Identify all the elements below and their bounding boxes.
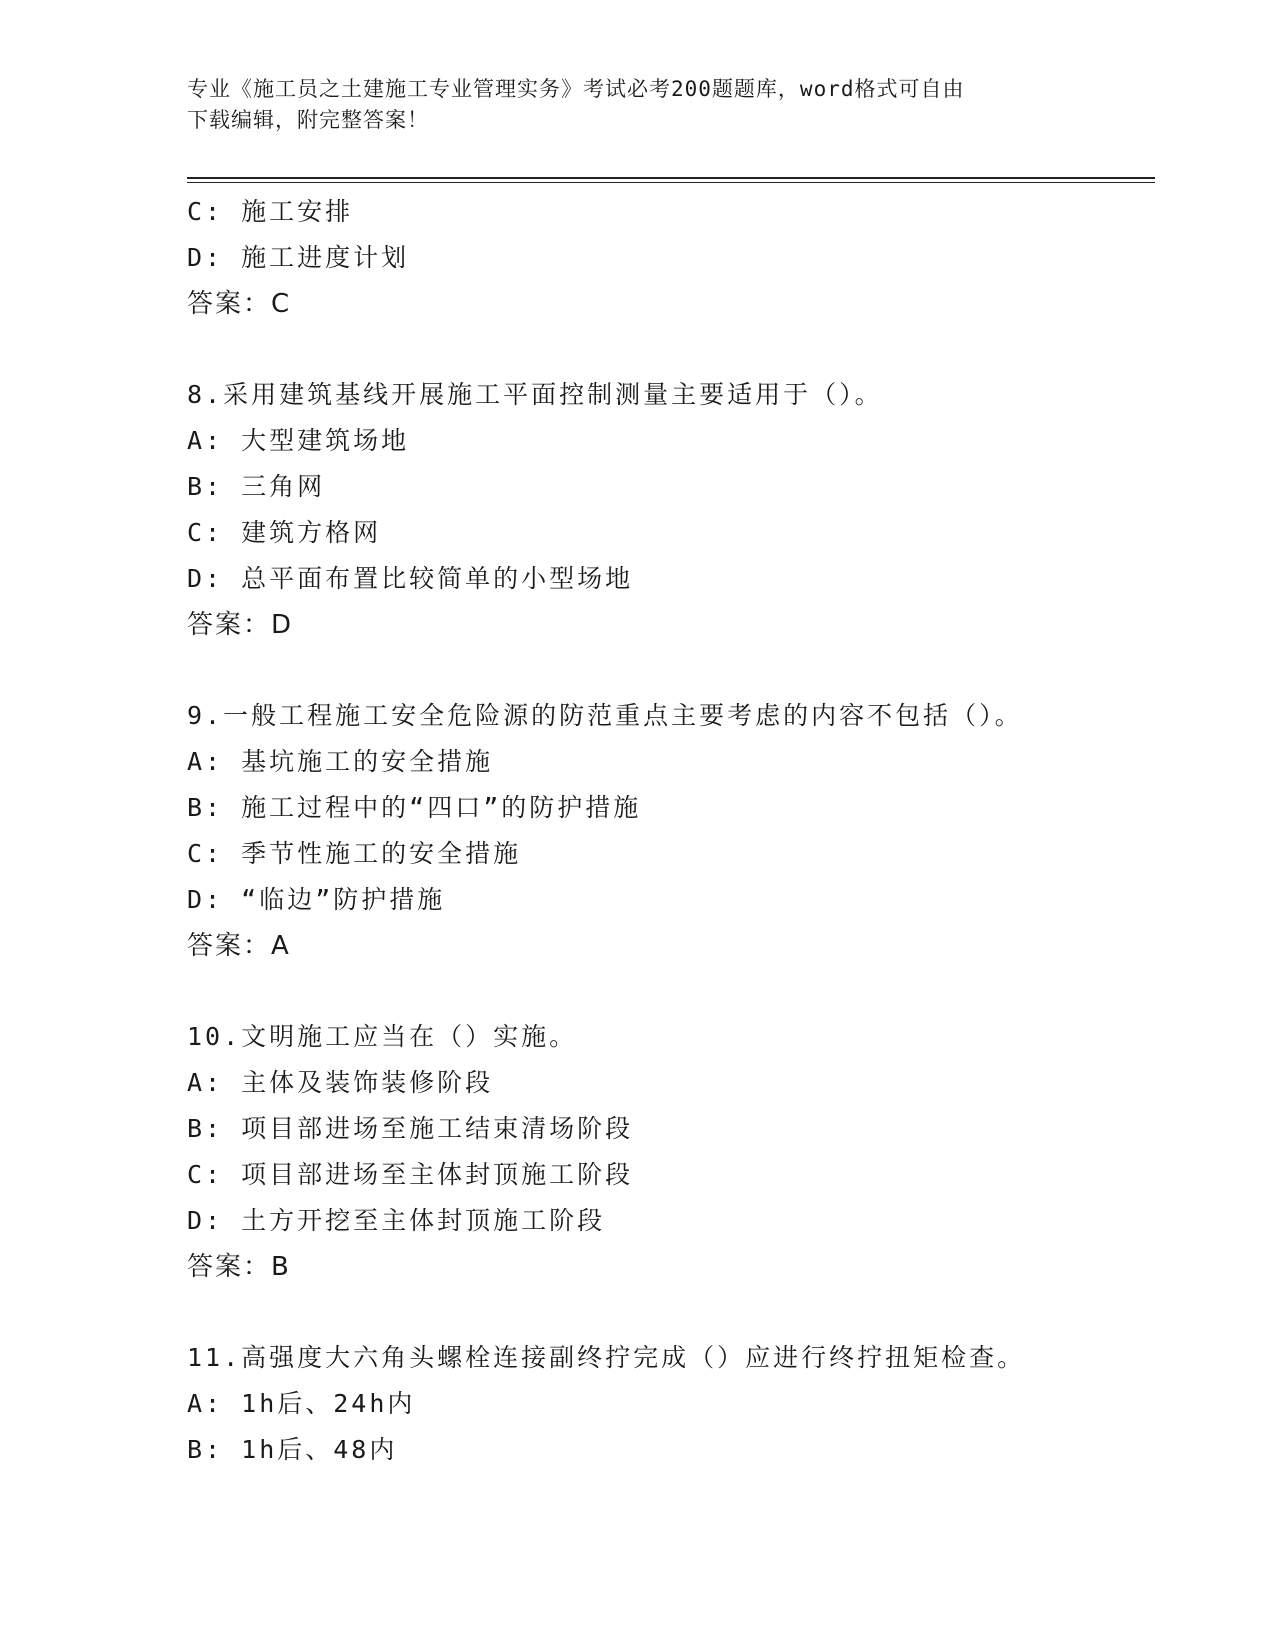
- question-10: [187, 1014, 1147, 1290]
- option-a: A: 主体及装饰装修阶段: [187, 1068, 494, 1097]
- option-b: B: 项目部进场至施工结束清场阶段: [187, 1114, 634, 1143]
- option-a: A: 1h后、24h内: [187, 1389, 416, 1418]
- header-divider-thin: [187, 182, 1155, 183]
- question-text: 11.高强度大六角头螺栓连接副终拧完成（）应进行终拧扭矩检查。: [187, 1343, 1026, 1372]
- option-d: D: 土方开挖至主体封顶施工阶段: [187, 1206, 606, 1235]
- question-7-partial: [187, 189, 1147, 327]
- header-line-1: 专业《施工员之土建施工专业管理实务》考试必考200题题库，word格式可自由: [187, 77, 965, 101]
- option-b: B: 1h后、48内: [187, 1435, 398, 1464]
- option-c: C: 施工安排: [187, 197, 354, 226]
- header-line-2: 下载编辑，附完整答案！: [187, 108, 429, 132]
- header-divider-thick: [187, 177, 1155, 179]
- question-text: 8.采用建筑基线开展施工平面控制测量主要适用于（）。: [187, 380, 883, 409]
- answer-line: 答案：A: [187, 931, 291, 961]
- question-text: 9.一般工程施工安全危险源的防范重点主要考虑的内容不包括（）。: [187, 701, 1023, 730]
- option-b: B: 施工过程中的“四口”的防护措施: [187, 793, 642, 822]
- option-a: A: 大型建筑场地: [187, 426, 410, 455]
- question-11: [187, 1335, 1147, 1473]
- document-header: [187, 74, 1087, 136]
- option-a: A: 基坑施工的安全措施: [187, 747, 494, 776]
- option-d: D: 施工进度计划: [187, 243, 410, 272]
- option-d: D: 总平面布置比较简单的小型场地: [187, 564, 634, 593]
- question-9: [187, 693, 1147, 969]
- answer-line: 答案：D: [187, 610, 294, 640]
- option-d: D: “临边”防护措施: [187, 885, 446, 914]
- option-b: B: 三角网: [187, 472, 326, 501]
- answer-line: 答案：C: [187, 289, 292, 319]
- question-8: [187, 372, 1147, 648]
- answer-line: 答案：B: [187, 1252, 291, 1282]
- option-c: C: 季节性施工的安全措施: [187, 839, 522, 868]
- question-text: 10.文明施工应当在（）实施。: [187, 1022, 578, 1051]
- question-list: [187, 189, 1147, 1473]
- option-c: C: 建筑方格网: [187, 518, 382, 547]
- option-c: C: 项目部进场至主体封顶施工阶段: [187, 1160, 634, 1189]
